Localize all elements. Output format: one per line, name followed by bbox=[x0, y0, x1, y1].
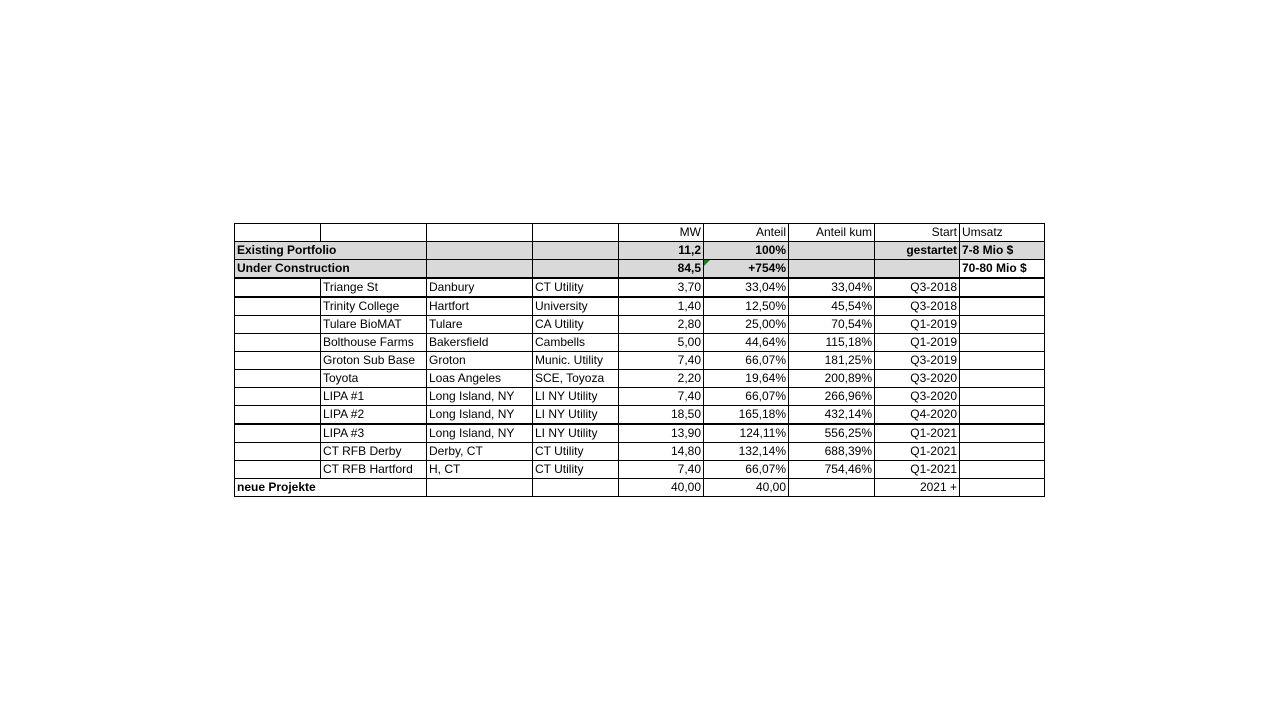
cell[interactable] bbox=[533, 479, 619, 497]
project-name[interactable]: Tulare BioMAT bbox=[321, 316, 427, 334]
project-anteil-kum[interactable]: 432,14% bbox=[789, 406, 875, 425]
project-mw[interactable]: 5,00 bbox=[619, 334, 704, 352]
cell[interactable] bbox=[533, 224, 619, 242]
cell[interactable] bbox=[235, 406, 321, 425]
project-row bbox=[235, 278, 1045, 297]
cell[interactable] bbox=[321, 224, 427, 242]
project-anteil-kum[interactable]: 556,25% bbox=[789, 424, 875, 443]
project-start[interactable]: Q1-2021 bbox=[875, 424, 960, 443]
project-row bbox=[235, 370, 1045, 388]
project-start[interactable]: Q3-2018 bbox=[875, 278, 960, 297]
project-anteil-kum[interactable]: 754,46% bbox=[789, 461, 875, 479]
project-customer[interactable]: CT Utility bbox=[533, 278, 619, 297]
project-name[interactable]: Triange St bbox=[321, 278, 427, 297]
project-anteil[interactable]: 124,11% bbox=[704, 424, 789, 443]
cell[interactable] bbox=[875, 260, 960, 279]
portfolio-table bbox=[234, 223, 1045, 497]
project-start[interactable]: Q1-2019 bbox=[875, 334, 960, 352]
project-start[interactable]: Q4-2020 bbox=[875, 406, 960, 425]
project-name[interactable]: LIPA #1 bbox=[321, 388, 427, 406]
cell[interactable] bbox=[960, 278, 1045, 297]
cell[interactable] bbox=[235, 424, 321, 443]
under-construction-row bbox=[235, 260, 1045, 279]
existing-anteil[interactable]: 100% bbox=[704, 242, 789, 260]
project-mw[interactable]: 13,90 bbox=[619, 424, 704, 443]
project-name[interactable]: Trinity College bbox=[321, 297, 427, 316]
project-location[interactable]: Derby, CT bbox=[427, 443, 533, 461]
project-anteil[interactable]: 25,00% bbox=[704, 316, 789, 334]
project-mw[interactable]: 3,70 bbox=[619, 278, 704, 297]
cell[interactable] bbox=[427, 479, 533, 497]
cell[interactable] bbox=[235, 352, 321, 370]
project-row bbox=[235, 334, 1045, 352]
project-mw[interactable]: 7,40 bbox=[619, 388, 704, 406]
project-anteil-kum[interactable]: 115,18% bbox=[789, 334, 875, 352]
cell[interactable] bbox=[960, 352, 1045, 370]
project-row bbox=[235, 461, 1045, 479]
existing-mw[interactable]: 11,2 bbox=[619, 242, 704, 260]
project-location[interactable]: H, CT bbox=[427, 461, 533, 479]
project-row bbox=[235, 424, 1045, 443]
header-mw[interactable]: MW bbox=[619, 224, 704, 242]
cell[interactable] bbox=[235, 316, 321, 334]
project-start[interactable]: Q1-2021 bbox=[875, 443, 960, 461]
cell[interactable] bbox=[960, 334, 1045, 352]
cell[interactable] bbox=[427, 224, 533, 242]
cell[interactable] bbox=[960, 316, 1045, 334]
project-customer[interactable]: LI NY Utility bbox=[533, 424, 619, 443]
cell[interactable] bbox=[427, 242, 533, 260]
cell[interactable] bbox=[427, 260, 533, 279]
project-start[interactable]: Q1-2021 bbox=[875, 461, 960, 479]
project-anteil[interactable]: 66,07% bbox=[704, 461, 789, 479]
cell[interactable] bbox=[235, 443, 321, 461]
cell[interactable] bbox=[960, 388, 1045, 406]
project-start[interactable]: Q3-2020 bbox=[875, 388, 960, 406]
neue-start[interactable]: 2021 + bbox=[875, 479, 960, 497]
existing-portfolio-row bbox=[235, 242, 1045, 260]
construction-label[interactable]: Under Construction bbox=[235, 260, 427, 279]
project-location[interactable]: Tulare bbox=[427, 316, 533, 334]
neue-projekte-row bbox=[235, 479, 1045, 497]
project-anteil-kum[interactable]: 200,89% bbox=[789, 370, 875, 388]
project-name[interactable]: LIPA #3 bbox=[321, 424, 427, 443]
project-name[interactable]: LIPA #2 bbox=[321, 406, 427, 425]
project-mw[interactable]: 18,50 bbox=[619, 406, 704, 425]
project-anteil[interactable]: 66,07% bbox=[704, 388, 789, 406]
construction-anteil[interactable]: +754% bbox=[704, 260, 789, 279]
project-start[interactable]: Q3-2018 bbox=[875, 297, 960, 316]
cell[interactable] bbox=[235, 278, 321, 297]
project-mw[interactable]: 1,40 bbox=[619, 297, 704, 316]
construction-mw[interactable]: 84,5 bbox=[619, 260, 704, 279]
construction-umsatz[interactable]: 70-80 Mio $ bbox=[960, 260, 1045, 279]
existing-label[interactable]: Existing Portfolio bbox=[235, 242, 427, 260]
project-location[interactable]: Loas Angeles bbox=[427, 370, 533, 388]
project-customer[interactable]: CA Utility bbox=[533, 316, 619, 334]
cell[interactable] bbox=[235, 224, 321, 242]
project-name[interactable]: CT RFB Hartford bbox=[321, 461, 427, 479]
cell[interactable] bbox=[960, 461, 1045, 479]
cell[interactable] bbox=[533, 242, 619, 260]
header-row bbox=[235, 224, 1045, 242]
project-row bbox=[235, 388, 1045, 406]
cell[interactable] bbox=[235, 388, 321, 406]
project-location[interactable]: Bakersfield bbox=[427, 334, 533, 352]
project-row bbox=[235, 443, 1045, 461]
project-row bbox=[235, 316, 1045, 334]
cell[interactable] bbox=[789, 479, 875, 497]
cell[interactable] bbox=[789, 260, 875, 279]
project-start[interactable]: Q3-2019 bbox=[875, 352, 960, 370]
cell[interactable] bbox=[235, 461, 321, 479]
project-anteil-kum[interactable]: 266,96% bbox=[789, 388, 875, 406]
project-mw[interactable]: 2,20 bbox=[619, 370, 704, 388]
cell[interactable] bbox=[789, 242, 875, 260]
project-anteil[interactable]: 33,04% bbox=[704, 278, 789, 297]
project-row bbox=[235, 352, 1045, 370]
cell[interactable] bbox=[235, 334, 321, 352]
header-anteil-kum[interactable]: Anteil kum bbox=[789, 224, 875, 242]
project-row bbox=[235, 297, 1045, 316]
existing-start[interactable]: gestartet bbox=[875, 242, 960, 260]
project-anteil[interactable]: 66,07% bbox=[704, 352, 789, 370]
cell[interactable] bbox=[960, 479, 1045, 497]
cell[interactable] bbox=[960, 370, 1045, 388]
project-location[interactable]: Hartfort bbox=[427, 297, 533, 316]
neue-mw[interactable]: 40,00 bbox=[619, 479, 704, 497]
project-customer[interactable]: SCE, Toyoza bbox=[533, 370, 619, 388]
cell[interactable] bbox=[235, 297, 321, 316]
cell[interactable] bbox=[960, 424, 1045, 443]
project-mw[interactable]: 7,40 bbox=[619, 352, 704, 370]
cell[interactable] bbox=[235, 370, 321, 388]
existing-umsatz[interactable]: 7-8 Mio $ bbox=[960, 242, 1045, 260]
project-row bbox=[235, 406, 1045, 425]
project-anteil-kum[interactable]: 688,39% bbox=[789, 443, 875, 461]
header-anteil[interactable]: Anteil bbox=[704, 224, 789, 242]
project-customer[interactable]: LI NY Utility bbox=[533, 406, 619, 425]
project-anteil-kum[interactable]: 70,54% bbox=[789, 316, 875, 334]
project-mw[interactable]: 14,80 bbox=[619, 443, 704, 461]
project-name[interactable]: Bolthouse Farms bbox=[321, 334, 427, 352]
project-anteil[interactable]: 165,18% bbox=[704, 406, 789, 425]
project-start[interactable]: Q1-2019 bbox=[875, 316, 960, 334]
project-location[interactable]: Long Island, NY bbox=[427, 388, 533, 406]
neue-anteil[interactable]: 40,00 bbox=[704, 479, 789, 497]
project-customer[interactable]: Munic. Utility bbox=[533, 352, 619, 370]
project-anteil[interactable]: 19,64% bbox=[704, 370, 789, 388]
project-anteil-kum[interactable]: 45,54% bbox=[789, 297, 875, 316]
project-name[interactable]: CT RFB Derby bbox=[321, 443, 427, 461]
project-location[interactable]: Long Island, NY bbox=[427, 406, 533, 425]
cell[interactable] bbox=[960, 443, 1045, 461]
project-start[interactable]: Q3-2020 bbox=[875, 370, 960, 388]
cell[interactable] bbox=[960, 406, 1045, 425]
project-customer[interactable]: CT Utility bbox=[533, 443, 619, 461]
project-anteil[interactable]: 44,64% bbox=[704, 334, 789, 352]
project-anteil[interactable]: 132,14% bbox=[704, 443, 789, 461]
project-anteil-kum[interactable]: 33,04% bbox=[789, 278, 875, 297]
project-customer[interactable]: University bbox=[533, 297, 619, 316]
cell[interactable] bbox=[533, 260, 619, 279]
project-customer[interactable]: LI NY Utility bbox=[533, 388, 619, 406]
project-location[interactable]: Danbury bbox=[427, 278, 533, 297]
header-umsatz[interactable]: Umsatz bbox=[960, 224, 1045, 242]
project-name[interactable]: Toyota bbox=[321, 370, 427, 388]
project-mw[interactable]: 2,80 bbox=[619, 316, 704, 334]
project-location[interactable]: Groton bbox=[427, 352, 533, 370]
neue-label[interactable]: neue Projekte bbox=[235, 479, 427, 497]
cell[interactable] bbox=[960, 297, 1045, 316]
project-location[interactable]: Long Island, NY bbox=[427, 424, 533, 443]
project-mw[interactable]: 7,40 bbox=[619, 461, 704, 479]
project-anteil[interactable]: 12,50% bbox=[704, 297, 789, 316]
project-anteil-kum[interactable]: 181,25% bbox=[789, 352, 875, 370]
project-customer[interactable]: CT Utility bbox=[533, 461, 619, 479]
project-name[interactable]: Groton Sub Base bbox=[321, 352, 427, 370]
header-start[interactable]: Start bbox=[875, 224, 960, 242]
project-customer[interactable]: Cambells bbox=[533, 334, 619, 352]
